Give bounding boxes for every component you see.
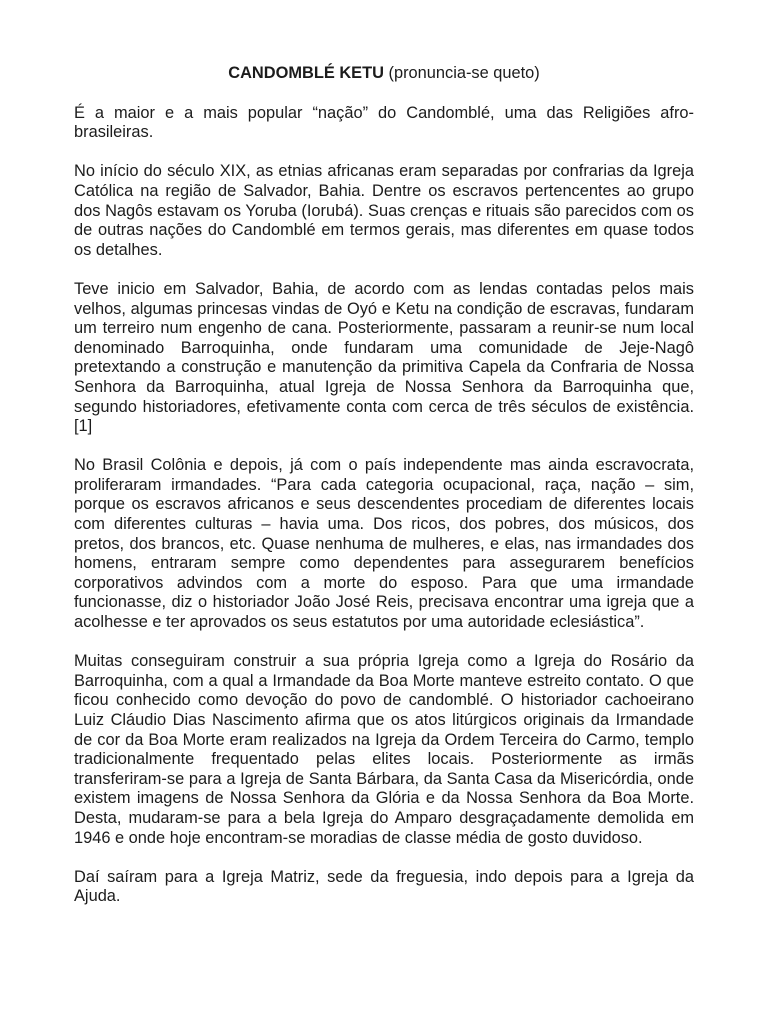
paragraph-6: Daí saíram para a Igreja Matriz, sede da freguesia, indo depois para a Igreja da Ajuda. <box>74 867 694 906</box>
title-subtitle: (pronuncia-se queto) <box>388 64 540 82</box>
document-title <box>74 64 694 84</box>
paragraph-5: Muitas conseguiram construir a sua própria Igreja como a Igreja do Rosário da Barroquinha, com a qual a Irmandade da Boa Morte manteve estreito contato. O que ficou conhecido como devoção do povo de candomblé. O historiador cachoeirano Luiz Cláudio Dias Nascimento afirma que os atos litúrgicos originais da Irmandade de cor da Boa Morte eram realizados na Igreja da Ordem Terceira do Carmo, templo tradicionalmente frequentado pelas elites locais. Posteriormente as irmãs transferiram-se para a Igreja de Santa Bárbara, da Santa Casa da Misericórdia, onde existem imagens de Nossa Senhora da Glória e da Nossa Senhora da Boa Morte. Desta, mudaram-se para a bela Igreja do Amparo desgraçadamente demolida em 1946 e onde hoje encontram-se moradias de classe média de gosto duvidoso. <box>74 652 694 847</box>
title-main: CANDOMBLÉ KETU <box>228 64 384 82</box>
paragraph-4: No Brasil Colônia e depois, já com o país independente mas ainda escravocrata, proliferaram irmandades. “Para cada categoria ocupacional, raça, nação – sim, porque os escravos africanos e seus descendentes procediam de diferentes locais com diferentes culturas – havia uma. Dos ricos, dos pobres, dos músicos, dos pretos, dos brancos, etc. Quase nenhuma de mulheres, e elas, nas irmandades dos homens, entraram sempre como dependentes para assegurarem benefícios corporativos advindos com a morte do esposo. Para que uma irmandade funcionasse, diz o historiador João José Reis, precisava encontrar uma igreja que a acolhesse e ter aprovados os seus estatutos por uma autoridade eclesiástica”. <box>74 456 694 632</box>
document-page <box>74 64 694 927</box>
paragraph-2: No início do século XIX, as etnias africanas eram separadas por confrarias da Igreja Católica na região de Salvador, Bahia. Dentre os escravos pertencentes ao grupo dos Nagôs estavam os Yoruba (Iorubá). Suas crenças e rituais são parecidos com os de outras nações do Candomblé em termos gerais, mas diferentes em quase todos os detalhes. <box>74 162 694 259</box>
paragraph-1: É a maior e a mais popular “nação” do Candomblé, uma das Religiões afro-brasileiras. <box>74 103 694 142</box>
paragraph-3: Teve inicio em Salvador, Bahia, de acordo com as lendas contadas pelos mais velhos, algumas princesas vindas de Oyó e Ketu na condição de escravas, fundaram um terreiro num engenho de cana. Posteriormente, passaram a reunir-se num local denominado Barroquinha, onde fundaram uma comunidade de Jeje-Nagô pretextando a construção e manutenção da primitiva Capela da Confraria de Nossa Senhora da Barroquinha, atual Igreja de Nossa Senhora da Barroquinha que, segundo historiadores, efetivamente conta com cerca de três séculos de existência.[1] <box>74 279 694 436</box>
